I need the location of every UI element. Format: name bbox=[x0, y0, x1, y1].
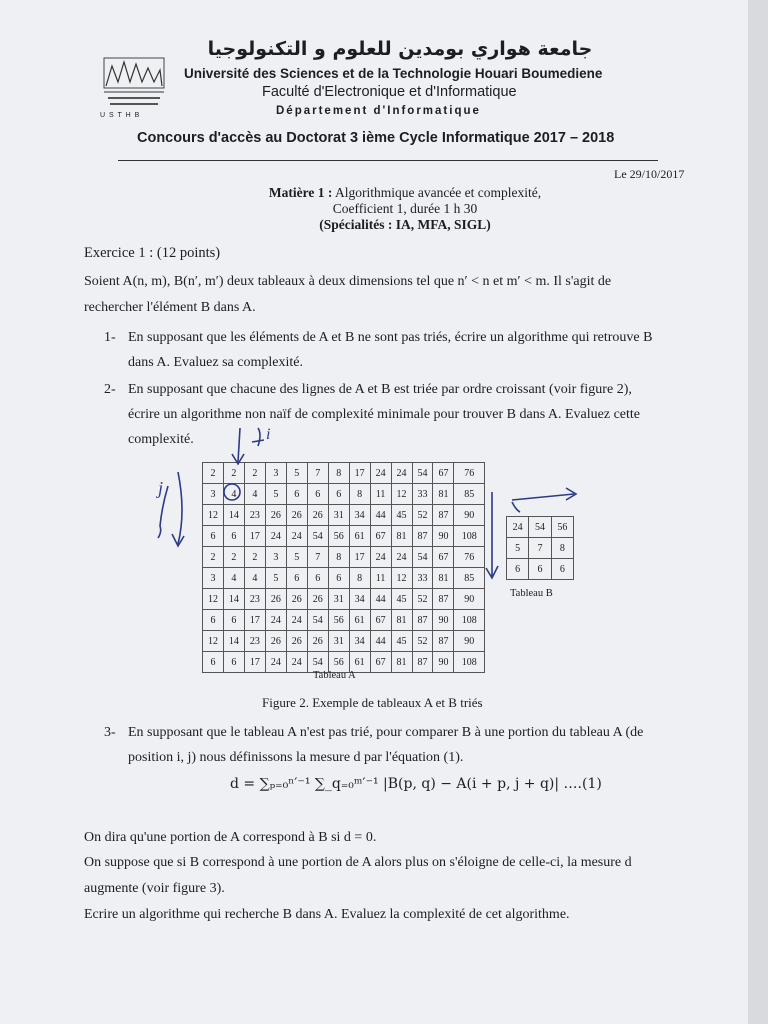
question-3-number: 3- bbox=[104, 725, 116, 740]
tableau-a-cell: 11 bbox=[370, 484, 391, 505]
tableau-a-cell: 90 bbox=[433, 526, 454, 547]
figure-caption: Figure 2. Exemple de tableaux A et B triés bbox=[262, 695, 483, 710]
tableau-a-cell: 6 bbox=[203, 610, 224, 631]
tableau-a-cell: 14 bbox=[223, 631, 244, 652]
tableau-a-row bbox=[203, 589, 485, 610]
paragraph-instruction: Ecrire un algorithme qui recherche B dans A. Evaluez la complexité de cet algorithme. bbox=[84, 907, 570, 922]
tableau-a-cell: 90 bbox=[454, 589, 485, 610]
tableau-a-cell: 67 bbox=[370, 610, 391, 631]
tableau-a-cell: 17 bbox=[244, 610, 265, 631]
subject-block bbox=[200, 185, 610, 233]
tableau-a-cell: 24 bbox=[286, 610, 307, 631]
tableau-a-cell: 26 bbox=[286, 631, 307, 652]
tableau-a-cell: 34 bbox=[349, 589, 370, 610]
subject-title: Algorithmique avancée et complexité, bbox=[334, 185, 542, 200]
tableau-a-cell: 56 bbox=[328, 526, 349, 547]
tableau-a-cell: 24 bbox=[286, 652, 307, 673]
tableau-a-cell: 5 bbox=[265, 484, 286, 505]
tableau-a-cell: 26 bbox=[286, 505, 307, 526]
tableau-a-cell: 26 bbox=[265, 589, 286, 610]
tableau-b-cell: 6 bbox=[507, 559, 529, 580]
tableau-a-cell: 23 bbox=[244, 589, 265, 610]
tableau-b-cell: 54 bbox=[529, 517, 551, 538]
tableau-a-cell: 81 bbox=[391, 610, 412, 631]
logo-caption: U S T H B bbox=[100, 112, 141, 119]
tableau-a-cell: 6 bbox=[307, 568, 328, 589]
tableau-a-cell: 61 bbox=[349, 652, 370, 673]
tableau-a-cell: 87 bbox=[412, 526, 433, 547]
tableau-a-cell: 6 bbox=[223, 652, 244, 673]
tableau-a-cell: 26 bbox=[307, 589, 328, 610]
paragraph-correspond: On dira qu'une portion de A correspond à B si d = 0. bbox=[84, 830, 377, 845]
tableau-a-cell: 3 bbox=[203, 484, 224, 505]
paragraph-distance-2: augmente (voir figure 3). bbox=[84, 881, 225, 896]
tableau-a-cell: 87 bbox=[433, 589, 454, 610]
exam-date: Le 29/10/2017 bbox=[614, 167, 685, 181]
question-2-line-1: En supposant que chacune des lignes de A et B est triée par ordre croissant (voir figure 2), bbox=[128, 382, 632, 397]
tableau-a-cell: 67 bbox=[433, 547, 454, 568]
tableau-b-cell: 7 bbox=[529, 538, 551, 559]
tableau-a-cell: 87 bbox=[412, 610, 433, 631]
tableau-a-cell: 2 bbox=[244, 547, 265, 568]
question-1-line-2: dans A. Evaluez sa complexité. bbox=[128, 355, 303, 370]
exam-title: Concours d'accès au Doctorat 3 ième Cycle Informatique 2017 – 2018 bbox=[137, 130, 615, 146]
tableau-a-cell: 24 bbox=[265, 652, 286, 673]
tableau-a-cell: 23 bbox=[244, 505, 265, 526]
tableau-a-cell: 45 bbox=[391, 505, 412, 526]
tableau-b-cell: 5 bbox=[507, 538, 529, 559]
tableau-b-cell: 6 bbox=[529, 559, 551, 580]
tableau-a-cell: 8 bbox=[328, 547, 349, 568]
tableau-a-cell: 24 bbox=[370, 463, 391, 484]
handwritten-annotations bbox=[140, 420, 600, 580]
tableau-b-cell: 6 bbox=[551, 559, 573, 580]
tableau-a-cell: 45 bbox=[391, 631, 412, 652]
tableau-a-cell: 34 bbox=[349, 505, 370, 526]
tableau-a-cell: 26 bbox=[265, 631, 286, 652]
tableau-a-cell: 67 bbox=[370, 652, 391, 673]
tableau-a-cell: 12 bbox=[203, 589, 224, 610]
tableau-a-cell: 52 bbox=[412, 589, 433, 610]
tableau-a-cell: 2 bbox=[244, 463, 265, 484]
tableau-a-cell: 90 bbox=[433, 610, 454, 631]
tableau-a-cell: 24 bbox=[370, 547, 391, 568]
tableau-a-cell: 2 bbox=[223, 547, 244, 568]
tableau-a-cell: 12 bbox=[203, 505, 224, 526]
tableau-a-cell: 54 bbox=[412, 463, 433, 484]
tableau-a-cell: 31 bbox=[328, 505, 349, 526]
tableau-a-cell: 12 bbox=[391, 568, 412, 589]
tableau-a-cell: 12 bbox=[203, 631, 224, 652]
tableau-b-cell: 24 bbox=[507, 517, 529, 538]
tableau-a-cell: 4 bbox=[244, 568, 265, 589]
tableau-a-cell: 90 bbox=[433, 652, 454, 673]
tableau-a-cell: 81 bbox=[433, 484, 454, 505]
tableau-a-cell: 81 bbox=[391, 526, 412, 547]
tableau-a-cell: 24 bbox=[265, 610, 286, 631]
faculty-name: Faculté d'Electronique et d'Informatique bbox=[262, 84, 517, 100]
tableau-a-cell: 52 bbox=[412, 631, 433, 652]
exercise-title: Exercice 1 : (12 points) bbox=[84, 245, 221, 261]
tableau-a-cell: 24 bbox=[391, 463, 412, 484]
question-3-line-1: En supposant que le tableau A n'est pas trié, pour comparer B à une portion du tableau A (de bbox=[128, 725, 644, 740]
question-2-number: 2- bbox=[104, 382, 116, 397]
department-name: Département d'Informatique bbox=[276, 105, 481, 117]
tableau-a-cell: 4 bbox=[223, 568, 244, 589]
tableau-b-cell: 56 bbox=[551, 517, 573, 538]
tableau-a-cell: 6 bbox=[286, 568, 307, 589]
subject-coefficient: Coefficient 1, durée 1 h 30 bbox=[332, 201, 478, 216]
tableau-a-cell: 8 bbox=[349, 484, 370, 505]
tableau-a-cell: 108 bbox=[454, 610, 485, 631]
tableau-a-cell: 6 bbox=[328, 568, 349, 589]
tableau-a-cell: 14 bbox=[223, 505, 244, 526]
tableau-a-cell: 90 bbox=[454, 631, 485, 652]
question-3-line-2: position i, j) nous définissons la mesure d par l'équation (1). bbox=[128, 750, 464, 765]
tableau-a-cell: 8 bbox=[349, 568, 370, 589]
tableau-a-cell: 12 bbox=[391, 484, 412, 505]
tableau-a-cell: 17 bbox=[244, 526, 265, 547]
tableau-a-cell: 24 bbox=[286, 526, 307, 547]
tableau-a-cell: 3 bbox=[265, 547, 286, 568]
tableau-b-caption: Tableau B bbox=[510, 588, 553, 599]
tableau-a-caption: Tableau A bbox=[313, 670, 356, 681]
subject-label: Matière 1 : bbox=[268, 185, 333, 200]
tableau-a-cell: 3 bbox=[203, 568, 224, 589]
tableau-a-cell: 4 bbox=[223, 484, 244, 505]
tableau-a-cell: 3 bbox=[265, 463, 286, 484]
tableau-a-cell: 76 bbox=[454, 463, 485, 484]
subject-specialties: (Spécialités : IA, MFA, SIGL) bbox=[319, 217, 491, 232]
tableau-a-cell: 44 bbox=[370, 631, 391, 652]
tableau-a-cell: 67 bbox=[370, 526, 391, 547]
tableau-a-cell: 54 bbox=[307, 652, 328, 673]
tableau-b-cell: 8 bbox=[551, 538, 573, 559]
tableau-a-cell: 2 bbox=[223, 463, 244, 484]
tableau-a-cell: 31 bbox=[328, 589, 349, 610]
tableau-a-cell: 26 bbox=[286, 589, 307, 610]
tableau-a-cell: 6 bbox=[223, 610, 244, 631]
tableau-a-cell: 6 bbox=[203, 652, 224, 673]
tableau-a-cell: 6 bbox=[328, 484, 349, 505]
tableau-a-cell: 108 bbox=[454, 526, 485, 547]
tableau-a-cell: 26 bbox=[265, 505, 286, 526]
tableau-a-cell: 5 bbox=[286, 463, 307, 484]
tableau-a-cell: 67 bbox=[433, 463, 454, 484]
tableau-a-cell: 2 bbox=[203, 463, 224, 484]
tableau-a-cell: 61 bbox=[349, 610, 370, 631]
tableau-a-cell: 87 bbox=[412, 652, 433, 673]
tableau-a-cell: 31 bbox=[328, 631, 349, 652]
ink-arrow-top bbox=[238, 428, 240, 462]
tableau-a-cell: 54 bbox=[412, 547, 433, 568]
arabic-university-name: جامعة هواري بومدين للعلوم و التكنولوجيا bbox=[207, 38, 593, 60]
tableau-a-cell: 5 bbox=[286, 547, 307, 568]
tableau-a-cell: 45 bbox=[391, 589, 412, 610]
tableau-a-cell: 11 bbox=[370, 568, 391, 589]
tableau-a-cell: 56 bbox=[328, 652, 349, 673]
tableau-a-cell: 6 bbox=[223, 526, 244, 547]
tableau-a-cell: 8 bbox=[328, 463, 349, 484]
question-1-number: 1- bbox=[104, 330, 116, 345]
tableau-a-cell: 81 bbox=[433, 568, 454, 589]
tableau-a-cell: 14 bbox=[223, 589, 244, 610]
question-1-line-1: En supposant que les éléments de A et B ne sont pas triés, écrire un algorithme qui retrouve B bbox=[128, 330, 653, 345]
header-divider bbox=[118, 160, 658, 161]
tableau-a-cell: 52 bbox=[412, 505, 433, 526]
tableau-a-cell: 33 bbox=[412, 568, 433, 589]
tableau-a-cell: 6 bbox=[307, 484, 328, 505]
handwritten-j: j bbox=[158, 478, 164, 498]
tableau-a-cell: 85 bbox=[454, 484, 485, 505]
tableau-a-cell: 4 bbox=[244, 484, 265, 505]
tableau-a-cell: 108 bbox=[454, 652, 485, 673]
tableau-a-cell: 17 bbox=[349, 463, 370, 484]
tableau-a-cell: 87 bbox=[433, 505, 454, 526]
exercise-intro-1: Soient A(n, m), B(n′, m′) deux tableaux à deux dimensions tel que n′ < n et m′ < m. Il s'agit de bbox=[84, 274, 612, 289]
tableau-a-cell: 44 bbox=[370, 589, 391, 610]
tableau-a-cell: 6 bbox=[203, 526, 224, 547]
tableau-a-cell: 61 bbox=[349, 526, 370, 547]
tableau-a-cell: 7 bbox=[307, 547, 328, 568]
tableau-a-cell: 23 bbox=[244, 631, 265, 652]
tableau-a-cell: 17 bbox=[349, 547, 370, 568]
tableau-a-cell: 54 bbox=[307, 526, 328, 547]
exercise-intro-2: rechercher l'élément B dans A. bbox=[84, 300, 256, 315]
tableau-a-cell: 6 bbox=[286, 484, 307, 505]
tableau-a-cell: 33 bbox=[412, 484, 433, 505]
tableau-a-row bbox=[203, 610, 485, 631]
tableau-a-cell: 17 bbox=[244, 652, 265, 673]
tableau-a-cell: 5 bbox=[265, 568, 286, 589]
paragraph-distance-1: On suppose que si B correspond à une portion de A alors plus on s'éloigne de celle-ci, la mesure d bbox=[84, 855, 632, 870]
question-2-line-3: complexité. bbox=[128, 432, 194, 447]
page-edge bbox=[748, 0, 768, 1024]
equation-1: d = ∑ₚ₌₀ⁿ′⁻¹ ∑_q₌₀ᵐ′⁻¹ |B(p, q) − A(i + p, j + q)| ….(1) bbox=[230, 776, 602, 792]
tableau-a-cell: 26 bbox=[307, 631, 328, 652]
tableau-a-cell: 26 bbox=[307, 505, 328, 526]
tableau-a-cell: 87 bbox=[433, 631, 454, 652]
tableau-a-cell: 54 bbox=[307, 610, 328, 631]
question-2-line-2: écrire un algorithme non naïf de complexité minimale pour trouver B dans A. Evaluez cette bbox=[128, 407, 640, 422]
tableau-a-cell: 85 bbox=[454, 568, 485, 589]
tableau-a-row bbox=[203, 631, 485, 652]
tableau-a-cell: 7 bbox=[307, 463, 328, 484]
handwritten-i: i bbox=[266, 426, 271, 443]
tableau-a-cell: 34 bbox=[349, 631, 370, 652]
tableau-a-cell: 24 bbox=[265, 526, 286, 547]
tableau-a-cell: 56 bbox=[328, 610, 349, 631]
tableau-a-cell: 2 bbox=[203, 547, 224, 568]
tableau-a-cell: 44 bbox=[370, 505, 391, 526]
tableau-a-cell: 24 bbox=[391, 547, 412, 568]
tableau-a-cell: 81 bbox=[391, 652, 412, 673]
tableau-a-cell: 90 bbox=[454, 505, 485, 526]
tableau-a-cell: 76 bbox=[454, 547, 485, 568]
university-name: Université des Sciences et de la Technologie Houari Boumediene bbox=[184, 66, 603, 81]
